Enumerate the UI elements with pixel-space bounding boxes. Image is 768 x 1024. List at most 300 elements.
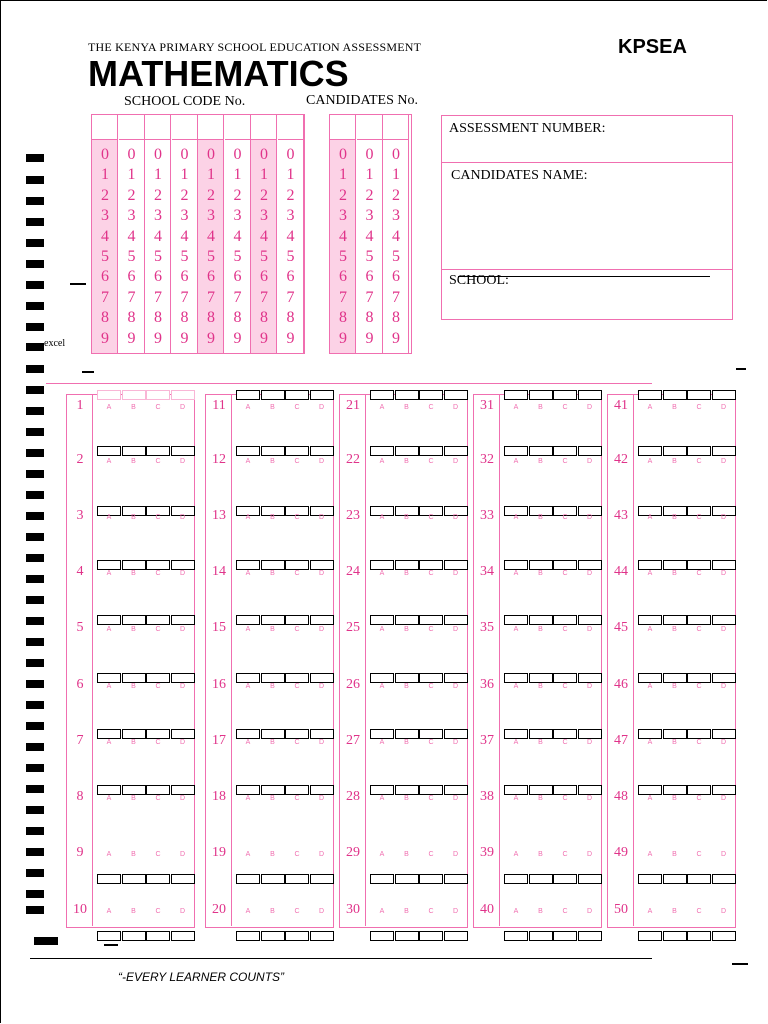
answer-bubble-b[interactable]	[122, 729, 146, 739]
answer-bubble-d[interactable]	[171, 615, 195, 625]
digit-option[interactable]: 3	[207, 207, 215, 225]
answer-bubble-a[interactable]	[370, 729, 394, 739]
digit-option[interactable]: 9	[127, 329, 136, 347]
answer-bubble-c[interactable]	[553, 785, 577, 795]
answer-bubble-b[interactable]	[663, 729, 687, 739]
digit-option[interactable]: 2	[207, 186, 215, 204]
digit-option[interactable]: 1	[233, 166, 242, 184]
answer-bubble-d[interactable]	[712, 874, 736, 884]
answer-bubble-d[interactable]	[310, 390, 334, 400]
answer-bubble-d[interactable]	[310, 874, 334, 884]
answer-bubble-d[interactable]	[578, 446, 602, 456]
answer-bubble-b[interactable]	[395, 729, 419, 739]
answer-bubble-c[interactable]	[687, 390, 711, 400]
answer-bubble-c[interactable]	[146, 729, 170, 739]
digit-option[interactable]: 9	[339, 329, 347, 347]
digit-entry-box[interactable]	[383, 115, 409, 140]
answer-bubble-c[interactable]	[419, 390, 443, 400]
digit-option[interactable]: 2	[365, 186, 374, 204]
answer-bubble-a[interactable]	[370, 615, 394, 625]
digit-option[interactable]: 6	[260, 268, 268, 286]
answer-bubble-c[interactable]	[146, 874, 170, 884]
digit-option[interactable]: 8	[233, 309, 242, 327]
answer-bubble-a[interactable]	[638, 729, 662, 739]
answer-bubble-c[interactable]	[146, 673, 170, 683]
answer-bubble-a[interactable]	[236, 785, 260, 795]
answer-bubble-a[interactable]	[370, 560, 394, 570]
digit-entry-box[interactable]	[225, 115, 251, 140]
answer-bubble-b[interactable]	[122, 874, 146, 884]
answer-bubble-c[interactable]	[285, 785, 309, 795]
answer-bubble-b[interactable]	[122, 673, 146, 683]
answer-bubble-b[interactable]	[122, 931, 146, 941]
digit-option[interactable]: 3	[154, 207, 162, 225]
digit-option[interactable]: 7	[101, 288, 109, 306]
digit-entry-box[interactable]	[172, 115, 198, 140]
answer-bubble-a[interactable]	[638, 931, 662, 941]
candidates-no-grid[interactable]	[329, 114, 412, 354]
digit-option[interactable]: 8	[392, 309, 400, 327]
digit-option[interactable]: 8	[207, 309, 215, 327]
answer-bubble-a[interactable]	[236, 615, 260, 625]
answer-bubble-d[interactable]	[310, 673, 334, 683]
answer-bubble-c[interactable]	[419, 673, 443, 683]
digit-option[interactable]: 1	[365, 166, 374, 184]
answer-bubble-a[interactable]	[370, 446, 394, 456]
answer-bubble-b[interactable]	[122, 615, 146, 625]
digit-option[interactable]: 6	[180, 268, 189, 286]
assessment-number-row[interactable]	[442, 116, 732, 163]
digit-option[interactable]: 0	[260, 146, 268, 163]
answer-bubble-d[interactable]	[712, 390, 736, 400]
answer-bubble-a[interactable]	[638, 673, 662, 683]
answer-bubble-c[interactable]	[419, 931, 443, 941]
digit-option[interactable]: 3	[180, 207, 189, 225]
digit-option[interactable]: 7	[233, 288, 242, 306]
answer-bubble-a[interactable]	[236, 673, 260, 683]
digit-option[interactable]: 9	[260, 329, 268, 347]
digit-option[interactable]: 2	[154, 186, 162, 204]
answer-bubble-d[interactable]	[310, 931, 334, 941]
digit-option[interactable]: 9	[180, 329, 189, 347]
answer-bubble-b[interactable]	[261, 729, 285, 739]
answer-bubble-a[interactable]	[370, 390, 394, 400]
answer-bubble-a[interactable]	[504, 615, 528, 625]
answer-bubble-d[interactable]	[578, 874, 602, 884]
digit-option[interactable]: 6	[365, 268, 374, 286]
answer-bubble-b[interactable]	[663, 673, 687, 683]
digit-option[interactable]: 5	[127, 248, 136, 265]
answer-bubble-b[interactable]	[529, 931, 553, 941]
answer-bubble-a[interactable]	[97, 446, 121, 456]
answer-bubble-c[interactable]	[146, 446, 170, 456]
answer-bubble-d[interactable]	[444, 560, 468, 570]
answer-bubble-c[interactable]	[687, 729, 711, 739]
answer-bubble-a[interactable]	[504, 560, 528, 570]
answer-bubble-c[interactable]	[419, 785, 443, 795]
answer-bubble-b[interactable]	[663, 931, 687, 941]
answer-bubble-d[interactable]	[444, 874, 468, 884]
answer-bubble-a[interactable]	[504, 446, 528, 456]
digit-option[interactable]: 6	[127, 268, 136, 286]
digit-option[interactable]: 9	[154, 329, 162, 347]
answer-bubble-d[interactable]	[444, 785, 468, 795]
digit-option[interactable]: 0	[233, 146, 242, 163]
answer-bubble-c[interactable]	[553, 446, 577, 456]
digit-option[interactable]: 3	[260, 207, 268, 225]
digit-option[interactable]: 1	[180, 166, 189, 184]
digit-option[interactable]: 1	[101, 166, 109, 184]
digit-option[interactable]: 1	[154, 166, 162, 184]
answer-bubble-b[interactable]	[529, 390, 553, 400]
answer-bubble-b[interactable]	[663, 390, 687, 400]
answer-bubble-d[interactable]	[712, 785, 736, 795]
digit-entry-box[interactable]	[251, 115, 277, 140]
answer-bubble-c[interactable]	[687, 446, 711, 456]
answer-bubble-d[interactable]	[578, 673, 602, 683]
answer-bubble-d[interactable]	[171, 560, 195, 570]
answer-bubble-b[interactable]	[261, 446, 285, 456]
digit-option[interactable]: 8	[154, 309, 162, 327]
school-digit-column[interactable]	[278, 115, 304, 353]
answer-bubble-a[interactable]	[638, 390, 662, 400]
digit-option[interactable]: 6	[233, 268, 242, 286]
digit-option[interactable]: 0	[339, 146, 347, 163]
answer-bubble-d[interactable]	[171, 673, 195, 683]
school-digit-column[interactable]	[251, 115, 277, 353]
answer-bubble-d[interactable]	[444, 446, 468, 456]
answer-bubble-d[interactable]	[444, 673, 468, 683]
digit-option[interactable]: 4	[365, 227, 374, 245]
answer-bubble-d[interactable]	[578, 931, 602, 941]
digit-option[interactable]: 5	[154, 248, 162, 265]
answer-bubble-b[interactable]	[663, 874, 687, 884]
digit-option[interactable]: 4	[207, 227, 215, 245]
answer-bubble-c[interactable]	[285, 615, 309, 625]
answer-bubble-b[interactable]	[122, 446, 146, 456]
answer-bubble-b[interactable]	[261, 673, 285, 683]
answer-bubble-b[interactable]	[529, 673, 553, 683]
digit-option[interactable]: 7	[154, 288, 162, 306]
answer-bubble-c[interactable]	[687, 615, 711, 625]
answer-bubble-d[interactable]	[310, 560, 334, 570]
answer-bubble-b[interactable]	[395, 874, 419, 884]
answer-bubble-a[interactable]	[370, 785, 394, 795]
digit-option[interactable]: 7	[127, 288, 136, 306]
digit-option[interactable]: 8	[365, 309, 374, 327]
digit-option[interactable]: 7	[180, 288, 189, 306]
digit-option[interactable]: 9	[101, 329, 109, 347]
digit-entry-box[interactable]	[92, 115, 118, 140]
answer-bubble-c[interactable]	[419, 874, 443, 884]
digit-option[interactable]: 0	[101, 146, 109, 163]
digit-option[interactable]: 0	[392, 146, 400, 163]
answer-bubble-c[interactable]	[553, 390, 577, 400]
answer-bubble-b[interactable]	[529, 446, 553, 456]
school-digit-column[interactable]	[119, 115, 145, 353]
digit-option[interactable]: 3	[286, 207, 295, 225]
answer-bubble-d[interactable]	[578, 615, 602, 625]
answer-bubble-c[interactable]	[146, 560, 170, 570]
school-digit-column[interactable]	[145, 115, 171, 353]
answer-bubble-a[interactable]	[370, 931, 394, 941]
digit-option[interactable]: 7	[260, 288, 268, 306]
answer-bubble-c[interactable]	[285, 673, 309, 683]
answer-bubble-b[interactable]	[261, 390, 285, 400]
answer-bubble-a[interactable]	[236, 560, 260, 570]
answer-bubble-a[interactable]	[504, 673, 528, 683]
digit-option[interactable]: 8	[260, 309, 268, 327]
answer-bubble-c[interactable]	[146, 785, 170, 795]
answer-bubble-b[interactable]	[122, 560, 146, 570]
answer-bubble-a[interactable]	[97, 673, 121, 683]
answer-bubble-c[interactable]	[419, 729, 443, 739]
digit-option[interactable]: 6	[286, 268, 295, 286]
answer-bubble-d[interactable]	[171, 874, 195, 884]
answer-bubble-c[interactable]	[553, 560, 577, 570]
answer-bubble-b[interactable]	[261, 931, 285, 941]
answer-bubble-d[interactable]	[310, 446, 334, 456]
digit-option[interactable]: 5	[180, 248, 189, 265]
digit-option[interactable]: 9	[392, 329, 400, 347]
answer-bubble-b[interactable]	[395, 615, 419, 625]
answer-bubble-a[interactable]	[236, 446, 260, 456]
answer-bubble-c[interactable]	[687, 785, 711, 795]
candidates-name-row[interactable]	[442, 163, 732, 270]
answer-bubble-a[interactable]	[236, 729, 260, 739]
cand-digit-column[interactable]	[357, 115, 383, 353]
answer-bubble-c[interactable]	[285, 560, 309, 570]
digit-option[interactable]: 7	[286, 288, 295, 306]
digit-entry-box[interactable]	[145, 115, 171, 140]
answer-bubble-c[interactable]	[687, 931, 711, 941]
digit-option[interactable]: 1	[392, 166, 400, 184]
answer-bubble-a[interactable]	[638, 446, 662, 456]
answer-bubble-d[interactable]	[310, 785, 334, 795]
answer-bubble-d[interactable]	[712, 673, 736, 683]
digit-option[interactable]: 9	[286, 329, 295, 347]
digit-entry-box[interactable]	[330, 115, 356, 140]
answer-bubble-b[interactable]	[261, 560, 285, 570]
answer-bubble-a[interactable]	[97, 785, 121, 795]
answer-bubble-d[interactable]	[444, 390, 468, 400]
digit-option[interactable]: 4	[286, 227, 295, 245]
answer-bubble-c[interactable]	[146, 615, 170, 625]
digit-entry-box[interactable]	[198, 115, 224, 140]
digit-option[interactable]: 5	[365, 248, 374, 265]
answer-bubble-b[interactable]	[663, 560, 687, 570]
answer-bubble-c[interactable]	[553, 673, 577, 683]
digit-option[interactable]: 3	[101, 207, 109, 225]
answer-bubble-b[interactable]	[122, 785, 146, 795]
answer-bubble-d[interactable]	[310, 615, 334, 625]
cand-digit-column[interactable]	[383, 115, 409, 353]
digit-option[interactable]: 4	[101, 227, 109, 245]
digit-option[interactable]: 2	[260, 186, 268, 204]
answer-bubble-c[interactable]	[419, 446, 443, 456]
answer-bubble-c[interactable]	[419, 560, 443, 570]
answer-bubble-a[interactable]	[504, 931, 528, 941]
digit-option[interactable]: 5	[392, 248, 400, 265]
answer-bubble-b[interactable]	[395, 673, 419, 683]
digit-option[interactable]: 2	[233, 186, 242, 204]
digit-option[interactable]: 3	[233, 207, 242, 225]
digit-option[interactable]: 5	[233, 248, 242, 265]
digit-option[interactable]: 0	[365, 146, 374, 163]
answer-bubble-b[interactable]	[261, 785, 285, 795]
digit-option[interactable]: 4	[127, 227, 136, 245]
digit-entry-box[interactable]	[357, 115, 383, 140]
digit-option[interactable]: 0	[286, 146, 295, 163]
digit-option[interactable]: 3	[365, 207, 374, 225]
answer-bubble-a[interactable]	[638, 615, 662, 625]
digit-option[interactable]: 3	[392, 207, 400, 225]
answer-bubble-a[interactable]	[638, 560, 662, 570]
digit-option[interactable]: 6	[207, 268, 215, 286]
digit-option[interactable]: 2	[339, 186, 347, 204]
digit-option[interactable]: 6	[101, 268, 109, 286]
answer-bubble-d[interactable]	[171, 446, 195, 456]
answer-bubble-c[interactable]	[687, 673, 711, 683]
digit-option[interactable]: 8	[101, 309, 109, 327]
answer-bubble-a[interactable]	[236, 874, 260, 884]
answer-bubble-d[interactable]	[310, 729, 334, 739]
answer-bubble-b[interactable]	[663, 615, 687, 625]
digit-option[interactable]: 1	[339, 166, 347, 184]
answer-bubble-a[interactable]	[638, 874, 662, 884]
answer-bubble-b[interactable]	[663, 785, 687, 795]
answer-bubble-c[interactable]	[553, 615, 577, 625]
digit-option[interactable]: 4	[339, 227, 347, 245]
answer-bubble-a[interactable]	[97, 729, 121, 739]
digit-option[interactable]: 2	[180, 186, 189, 204]
digit-option[interactable]: 0	[207, 146, 215, 163]
answer-bubble-d[interactable]	[712, 446, 736, 456]
answer-bubble-c[interactable]	[146, 931, 170, 941]
digit-option[interactable]: 5	[207, 248, 215, 265]
digit-option[interactable]: 6	[339, 268, 347, 286]
answer-bubble-a[interactable]	[370, 874, 394, 884]
digit-option[interactable]: 4	[154, 227, 162, 245]
digit-option[interactable]: 2	[392, 186, 400, 204]
answer-bubble-b[interactable]	[395, 446, 419, 456]
answer-bubble-a[interactable]	[236, 931, 260, 941]
answer-bubble-d[interactable]	[171, 729, 195, 739]
cand-digit-column[interactable]	[330, 115, 356, 353]
digit-option[interactable]: 3	[127, 207, 136, 225]
digit-option[interactable]: 4	[233, 227, 242, 245]
answer-bubble-a[interactable]	[504, 785, 528, 795]
school-code-grid[interactable]	[91, 114, 305, 354]
answer-bubble-d[interactable]	[444, 729, 468, 739]
answer-bubble-c[interactable]	[285, 446, 309, 456]
digit-option[interactable]: 0	[180, 146, 189, 163]
answer-bubble-a[interactable]	[97, 874, 121, 884]
digit-option[interactable]: 8	[127, 309, 136, 327]
digit-option[interactable]: 1	[127, 166, 136, 184]
digit-option[interactable]: 5	[101, 248, 109, 265]
answer-bubble-a[interactable]	[97, 615, 121, 625]
answer-bubble-d[interactable]	[712, 931, 736, 941]
answer-bubble-b[interactable]	[529, 874, 553, 884]
answer-bubble-d[interactable]	[578, 729, 602, 739]
answer-bubble-b[interactable]	[663, 446, 687, 456]
digit-option[interactable]: 7	[365, 288, 374, 306]
answer-bubble-b[interactable]	[529, 560, 553, 570]
answer-bubble-c[interactable]	[285, 931, 309, 941]
answer-bubble-b[interactable]	[261, 615, 285, 625]
answer-bubble-d[interactable]	[712, 615, 736, 625]
answer-bubble-d[interactable]	[712, 560, 736, 570]
digit-option[interactable]: 8	[339, 309, 347, 327]
digit-option[interactable]: 0	[154, 146, 162, 163]
answer-bubble-b[interactable]	[261, 874, 285, 884]
answer-bubble-a[interactable]	[97, 560, 121, 570]
answer-bubble-b[interactable]	[529, 729, 553, 739]
digit-option[interactable]: 9	[365, 329, 374, 347]
digit-option[interactable]: 4	[392, 227, 400, 245]
answer-bubble-c[interactable]	[419, 615, 443, 625]
answer-bubble-b[interactable]	[395, 931, 419, 941]
digit-option[interactable]: 9	[233, 329, 242, 347]
answer-bubble-a[interactable]	[638, 785, 662, 795]
digit-option[interactable]: 4	[260, 227, 268, 245]
answer-bubble-c[interactable]	[553, 931, 577, 941]
answer-bubble-c[interactable]	[687, 874, 711, 884]
answer-bubble-c[interactable]	[553, 729, 577, 739]
answer-bubble-c[interactable]	[285, 874, 309, 884]
digit-option[interactable]: 7	[339, 288, 347, 306]
answer-bubble-d[interactable]	[712, 729, 736, 739]
answer-bubble-a[interactable]	[504, 390, 528, 400]
digit-option[interactable]: 0	[127, 146, 136, 163]
school-digit-column[interactable]	[225, 115, 251, 353]
digit-option[interactable]: 6	[154, 268, 162, 286]
digit-option[interactable]: 5	[286, 248, 295, 265]
answer-bubble-c[interactable]	[285, 729, 309, 739]
digit-option[interactable]: 5	[339, 248, 347, 265]
digit-option[interactable]: 9	[207, 329, 215, 347]
answer-bubble-a[interactable]	[504, 729, 528, 739]
digit-option[interactable]: 1	[207, 166, 215, 184]
answer-bubble-c[interactable]	[285, 390, 309, 400]
digit-option[interactable]: 3	[339, 207, 347, 225]
answer-bubble-d[interactable]	[578, 785, 602, 795]
answer-bubble-a[interactable]	[97, 931, 121, 941]
answer-bubble-b[interactable]	[529, 785, 553, 795]
answer-bubble-d[interactable]	[578, 560, 602, 570]
school-digit-column[interactable]	[198, 115, 224, 353]
digit-option[interactable]: 4	[180, 227, 189, 245]
answer-bubble-b[interactable]	[395, 785, 419, 795]
digit-entry-box[interactable]	[278, 115, 304, 140]
digit-option[interactable]: 8	[180, 309, 189, 327]
answer-bubble-d[interactable]	[444, 931, 468, 941]
answer-bubble-b[interactable]	[529, 615, 553, 625]
digit-option[interactable]: 2	[101, 186, 109, 204]
answer-bubble-c[interactable]	[687, 560, 711, 570]
digit-option[interactable]: 1	[260, 166, 268, 184]
answer-bubble-a[interactable]	[370, 673, 394, 683]
answer-bubble-b[interactable]	[395, 560, 419, 570]
digit-option[interactable]: 7	[392, 288, 400, 306]
digit-option[interactable]: 1	[286, 166, 295, 184]
answer-bubble-d[interactable]	[578, 390, 602, 400]
answer-bubble-a[interactable]	[236, 390, 260, 400]
answer-bubble-d[interactable]	[171, 785, 195, 795]
digit-option[interactable]: 8	[286, 309, 295, 327]
answer-bubble-b[interactable]	[395, 390, 419, 400]
